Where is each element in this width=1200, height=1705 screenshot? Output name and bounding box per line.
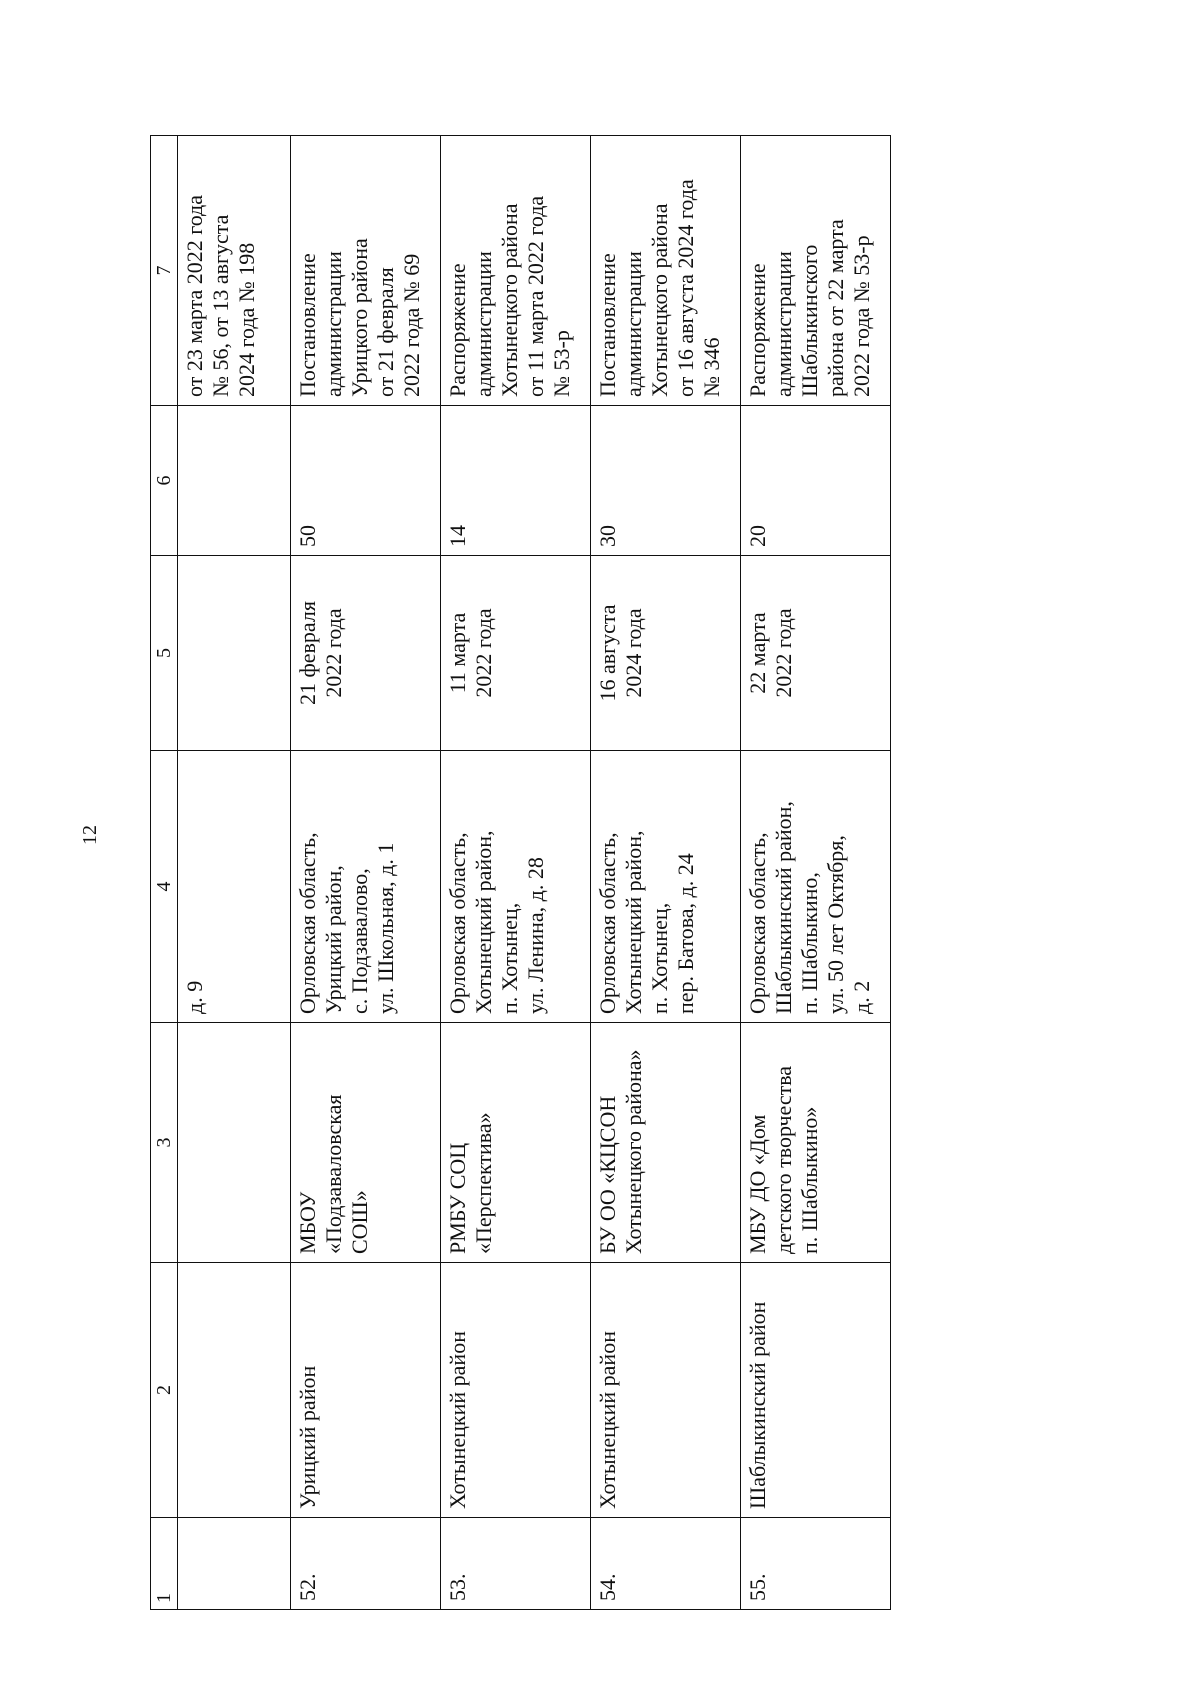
district-cell: Шаблыкинский район: [741, 1263, 891, 1518]
date-cell: 21 февраля 2022 года: [291, 556, 441, 751]
header-row: [151, 136, 178, 1610]
row-number: [178, 1518, 291, 1610]
registry-table: [150, 135, 891, 1610]
row-number: 52.: [291, 1518, 441, 1610]
document-cell: Постановление администрации Урицкого района от 21 февраля 2022 года № 69: [291, 136, 441, 406]
organization-cell: МБУ ДО «Дом детского творчества п. Шаблыкино»: [741, 1023, 891, 1263]
col-header-3: 3: [151, 1023, 178, 1263]
address-cell: Орловская область, Шаблыкинский район, п. Шаблыкино, ул. 50 лет Октября, д. 2: [741, 751, 891, 1023]
row-number: 55.: [741, 1518, 891, 1610]
date-cell: 11 марта 2022 года: [441, 556, 591, 751]
address-cell: Орловская область, Хотынецкий район, п. Хотынец, ул. Ленина, д. 28: [441, 751, 591, 1023]
col-header-1: 1: [151, 1518, 178, 1610]
district-cell: [178, 1263, 291, 1518]
document-cell: Распоряжение администрации Хотынецкого района от 11 марта 2022 года № 53-р: [441, 136, 591, 406]
district-cell: Урицкий район: [291, 1263, 441, 1518]
count-cell: 20: [741, 406, 891, 556]
row-number: 54.: [591, 1518, 741, 1610]
document-cell: Постановление администрации Хотынецкого района от 16 августа 2024 года № 346: [591, 136, 741, 406]
col-header-6: 6: [151, 406, 178, 556]
district-cell: Хотынецкий район: [441, 1263, 591, 1518]
address-cell: д. 9: [178, 751, 291, 1023]
count-cell: 14: [441, 406, 591, 556]
table-row: [291, 136, 441, 1610]
document-cell: от 23 марта 2022 года № 56, от 13 августа 2024 года № 198: [178, 136, 291, 406]
page-number: 12: [79, 825, 101, 845]
table-row: [441, 136, 591, 1610]
table-row-continuation: [178, 136, 291, 1610]
organization-cell: [178, 1023, 291, 1263]
table-row: [741, 136, 891, 1610]
address-cell: Орловская область, Хотынецкий район, п. Хотынец, пер. Батова, д. 24: [591, 751, 741, 1023]
col-header-5: 5: [151, 556, 178, 751]
count-cell: 30: [591, 406, 741, 556]
col-header-4: 4: [151, 751, 178, 1023]
date-cell: 16 августа 2024 года: [591, 556, 741, 751]
count-cell: 50: [291, 406, 441, 556]
date-cell: [178, 556, 291, 751]
col-header-2: 2: [151, 1263, 178, 1518]
table-row: [591, 136, 741, 1610]
date-cell: 22 марта 2022 года: [741, 556, 891, 751]
col-header-7: 7: [151, 136, 178, 406]
organization-cell: МБОУ «Подзаваловская СОШ»: [291, 1023, 441, 1263]
address-cell: Орловская область, Урицкий район, с. Подзавалово, ул. Школьная, д. 1: [291, 751, 441, 1023]
count-cell: [178, 406, 291, 556]
organization-cell: БУ ОО «КЦСОН Хотынецкого района»: [591, 1023, 741, 1263]
row-number: 53.: [441, 1518, 591, 1610]
organization-cell: РМБУ СОЦ «Перспектива»: [441, 1023, 591, 1263]
document-cell: Распоряжение администрации Шаблыкинского района от 22 марта 2022 года № 53-р: [741, 136, 891, 406]
district-cell: Хотынецкий район: [591, 1263, 741, 1518]
